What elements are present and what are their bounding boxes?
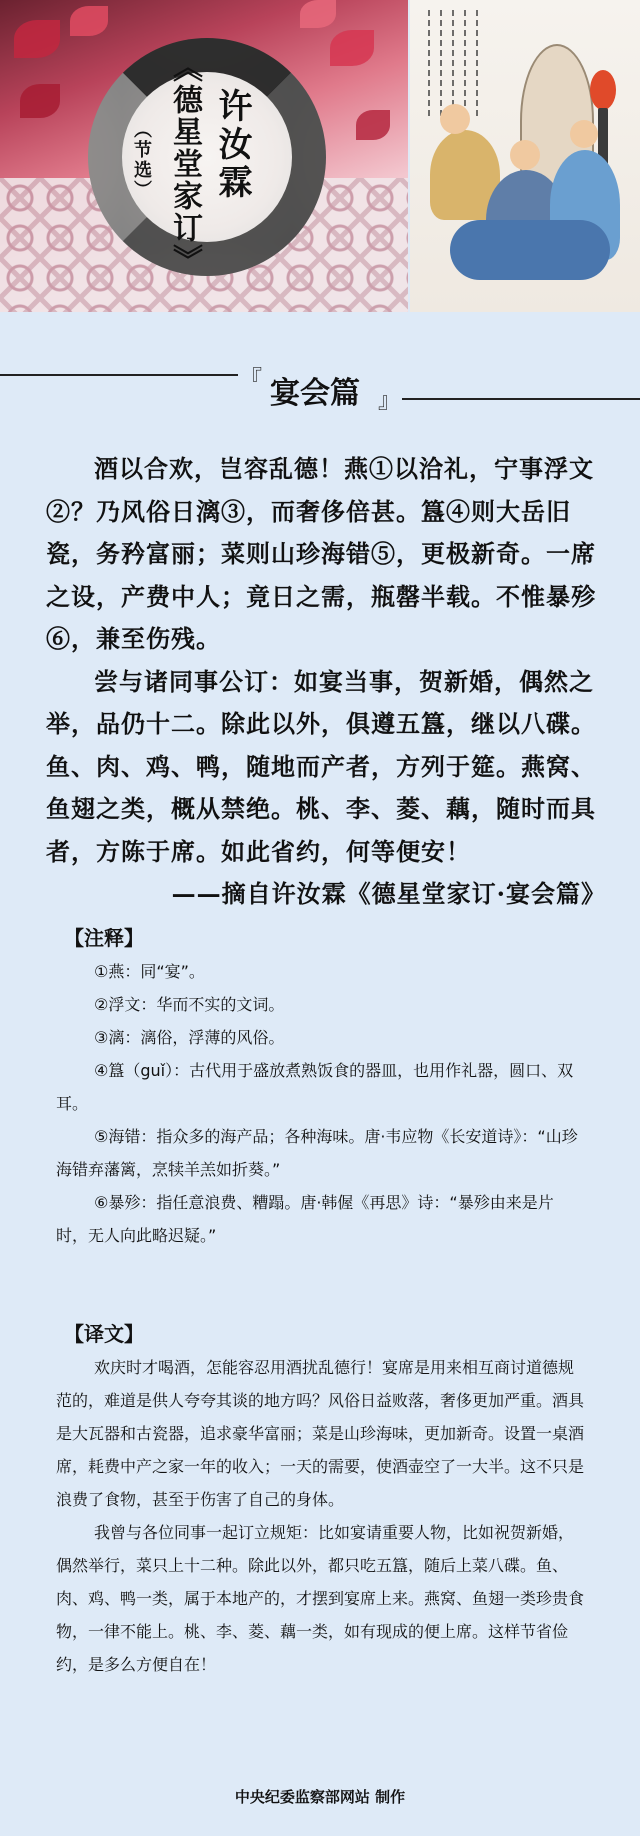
ink-circle bbox=[88, 38, 326, 276]
classical-paragraph: 酒以合欢，岂容乱德！燕①以洽礼，宁事浮文②？乃风俗日漓③，而奢侈倍甚。簋④则大岳旧瓷，务矜富丽；菜则山珍海错⑤，更极新奇。一席之设，产费中人；竟日之需，瓶罄半载。不惟暴殄⑥，兼至伤残。 bbox=[46, 454, 596, 653]
note-item: ⑤海错：指众多的海产品；各种海味。唐·韦应物《长安道诗》：“山珍海错弃藩篱，烹犊羊羔如折葵。” bbox=[56, 1127, 578, 1179]
classical-text bbox=[46, 448, 606, 916]
note-item: ④簋（guǐ）：古代用于盛放煮熟饭食的器皿，也用作礼器，圆口、双耳。 bbox=[56, 1061, 574, 1113]
section-heading bbox=[0, 358, 640, 414]
corner-bracket-left: 『 bbox=[240, 367, 263, 392]
header-banner bbox=[0, 0, 640, 312]
translation-paragraph: 我曾与各位同事一起订立规矩：比如宴请重要人物，比如祝贺新婚，偶然举行，菜只上十二种。除此以外，都只吃五簋，随后上菜八碟。鱼、肉、鸡、鸭一类，属于本地产的，才摆到宴席上来。燕窝、鱼翅一类珍贵食物，一律不能上。桃、李、菱、藕一类，如有现成的便上席。这样节省俭约，是多么方便自在！ bbox=[56, 1523, 585, 1674]
subtitle: （节选） bbox=[131, 120, 152, 200]
banquet-painting bbox=[410, 0, 640, 312]
notes-heading: 【注释】 bbox=[64, 926, 144, 950]
corner-bracket-right: 』 bbox=[378, 389, 401, 414]
author-name: 许汝霖 bbox=[212, 88, 252, 202]
note-item: ⑥暴殄：指任意浪费、糟蹋。唐·韩偓《再思》诗：“暴殄由来是片时，无人向此略迟疑。” bbox=[56, 1193, 554, 1245]
footer-credit: 中央纪委监察部网站 制作 bbox=[234, 1788, 406, 1806]
heading-line-right bbox=[402, 398, 640, 400]
note-item: ③漓：漓俗，浮薄的风俗。 bbox=[94, 1028, 285, 1047]
section-title: 宴会篇 bbox=[270, 376, 360, 411]
translation-section bbox=[56, 1318, 584, 1681]
heading-line-left bbox=[0, 374, 238, 376]
translation-heading: 【译文】 bbox=[64, 1322, 144, 1346]
notes-section bbox=[56, 922, 584, 1252]
classical-paragraph: 尝与诸同事公订：如宴当事，贺新婚，偶然之举，品仍十二。除此以外，俱遵五簋，继以八碟。鱼、肉、鸡、鸭，随地而产者，方列于筵。燕窝、鱼翅之类，概从禁绝。桃、李、菱、藕，随时而具者，方陈于席。如此省约，何等便安！ bbox=[46, 666, 596, 866]
book-title: 《德星堂家订》 bbox=[167, 52, 202, 276]
note-item: ②浮文：华而不实的文词。 bbox=[94, 995, 285, 1014]
note-item: ①燕：同“宴”。 bbox=[94, 962, 205, 981]
maple-leaves-image bbox=[0, 0, 408, 312]
translation-paragraph: 欢庆时才喝酒，怎能容忍用酒扰乱德行！宴席是用来相互商讨道德规范的，难道是供人夸夸其谈的地方吗？风俗日益败落，奢侈更加严重。酒具是大瓦器和古瓷器，追求豪华富丽；菜是山珍海味，更加新奇。设置一桌酒席，耗费中产之家一年的收入；一天的需要，使酒壶空了一大半。这不只是浪费了食物，甚至于伤害了自己的身体。 bbox=[56, 1358, 585, 1509]
source-attribution: ——摘自许汝霖《德星堂家订·宴会篇》 bbox=[171, 879, 606, 908]
